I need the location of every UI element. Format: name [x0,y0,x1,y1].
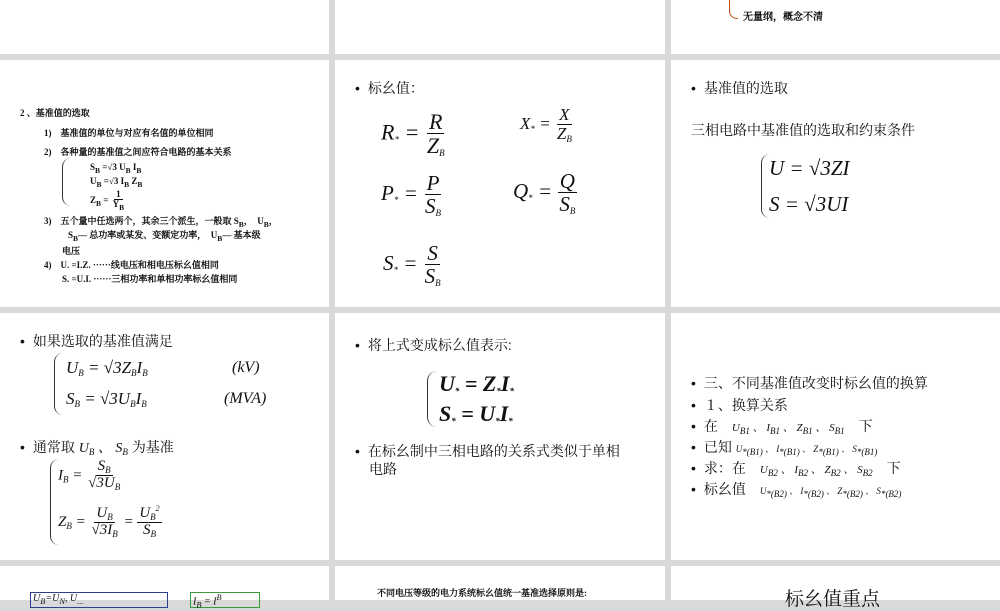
list-item: $S_B—$ 总功率或某发、变额定功率， $U_B—$ 基本级 [68,230,261,243]
list-item: • 三、不同基准值改变时标幺值的换算 [691,373,928,393]
list-item: S. =U.I. ······三相功率和单相功率标幺值相同 [62,274,238,284]
formula: $S_* = U_*I_*$ [439,401,513,426]
slide-thumb-5[interactable] [335,60,665,307]
formula: $U_B = √3Z_BI_B$ [66,358,148,378]
slide-text: • 在标幺制中三相电路的关系式类似于单相 [355,441,620,461]
slide-text: • 通常取 $U_B$ 、 $S_B$ 为基准 [20,437,174,457]
slide-thumb-8[interactable] [335,313,665,560]
brace [54,353,63,415]
list-item: • １、换算关系 [691,395,788,415]
formula: S = √3UI [769,192,849,216]
slide-thumb-3[interactable] [671,0,1000,54]
list-item: • 求：在 $U_{B2}$ 、 $I_{B2}$ 、 $Z_{B2}$ 、 $S_{B2}$ 下 [691,458,901,478]
formula: $Z_B$ = $\frac{1}{Y_B}$ [90,189,125,213]
slide-thumb-2[interactable] [335,0,665,54]
slide-title: 标幺值重点 [785,589,881,610]
slide-thumb-11[interactable] [335,566,665,600]
formula: $Z_B$ = $\frac{U_B}{√3I_B}$ = $\frac{U_B^2}{S_B}$ [58,504,160,540]
formula: $U_* = Z_*I_*$ [439,371,514,396]
slide-text: • 将上式变成标么值表示: [355,335,512,355]
list-item: 1) 基准值的单位与对应有名值的单位相同 [44,128,214,138]
slide-thumb-9[interactable] [671,313,1000,560]
formula-q: $Q_*$ = $\frac{Q}{S_B}$ [513,169,576,217]
slide-title: • 基准值的选取 [691,78,788,98]
list-item: 3) 五个量中任选两个，其余三个派生，一般取 $S_B$， $U_B$， [44,216,278,229]
slide-thumb-7[interactable] [0,313,329,560]
slide-text: 电路 [369,461,397,477]
slide-label: • 标幺值： [355,78,424,98]
formula: $S_B =√3$ $U_B$ $I_B$ [90,162,142,175]
formula-s: $S_*$ = $\frac{S}{S_B}$ [383,241,441,289]
slide-text: 不同电压等级的电力系统标幺值统一基准选择原则是: [377,588,587,598]
formula-x: $X_*$ = $\frac{X}{Z_B}$ [520,105,572,144]
formula-box: $U_B=U_N$, $U_{...}$ [30,592,168,608]
formula-p: $P_*$ = $\frac{P}{S_B}$ [381,171,441,219]
slide-title: 2 、基准值的选取 [20,108,90,118]
slide-thumb-10[interactable] [0,566,329,610]
list-item: 4) U. =I.Z. ······线电压和相电压标幺值相同 [44,260,219,270]
slide-thumb-6[interactable] [671,60,1000,307]
formula: $S_B = √3U_BI_B$ [66,389,147,409]
formula-r: $R_*$ = $\frac{R}{Z_B}$ [381,109,445,159]
list-item: • 在 $U_{B1}$ 、 $I_{B1}$ 、 $Z_{B1}$ 、 $S_{B1}$ 下 [691,416,873,436]
formula: $U_B =√3$ $I_B$ $Z_B$ [90,176,143,189]
brace [62,158,71,206]
slide-thumb-12[interactable] [671,566,1000,610]
slide-subtitle: 三相电路中基准值的选取和约束条件 [691,122,915,138]
formula: $I_B$ = $\frac{S_B}{√3U_B}$ [58,458,121,493]
list-item: 电压 [62,246,81,256]
list-item: • 已知 U*(B1) 、 I*(B1) 、 Z*(B1) 、 S*(B1) [691,437,877,457]
unit-mva: (MVA) [224,390,267,407]
orange-bracket [729,0,738,19]
formula: U = √3ZI [769,156,850,180]
unit-kv: (kV) [232,359,260,376]
slide-thumb-4[interactable] [0,60,329,307]
list-item: • 标幺值 U*(B2) 、 I*(B2) 、 Z*(B2) 、 S*(B2) [691,479,901,499]
brace [427,371,437,427]
list-item: 2) 各种量的基准值之间应符合电路的基本关系 [44,147,232,157]
slide-text: • 如果选取的基准值满足 [20,331,173,351]
note-text: 无量纲，概念不清 [743,12,823,23]
slide-thumb-1[interactable] [0,0,329,54]
formula-box: $I_B = I^B$ [190,592,260,608]
